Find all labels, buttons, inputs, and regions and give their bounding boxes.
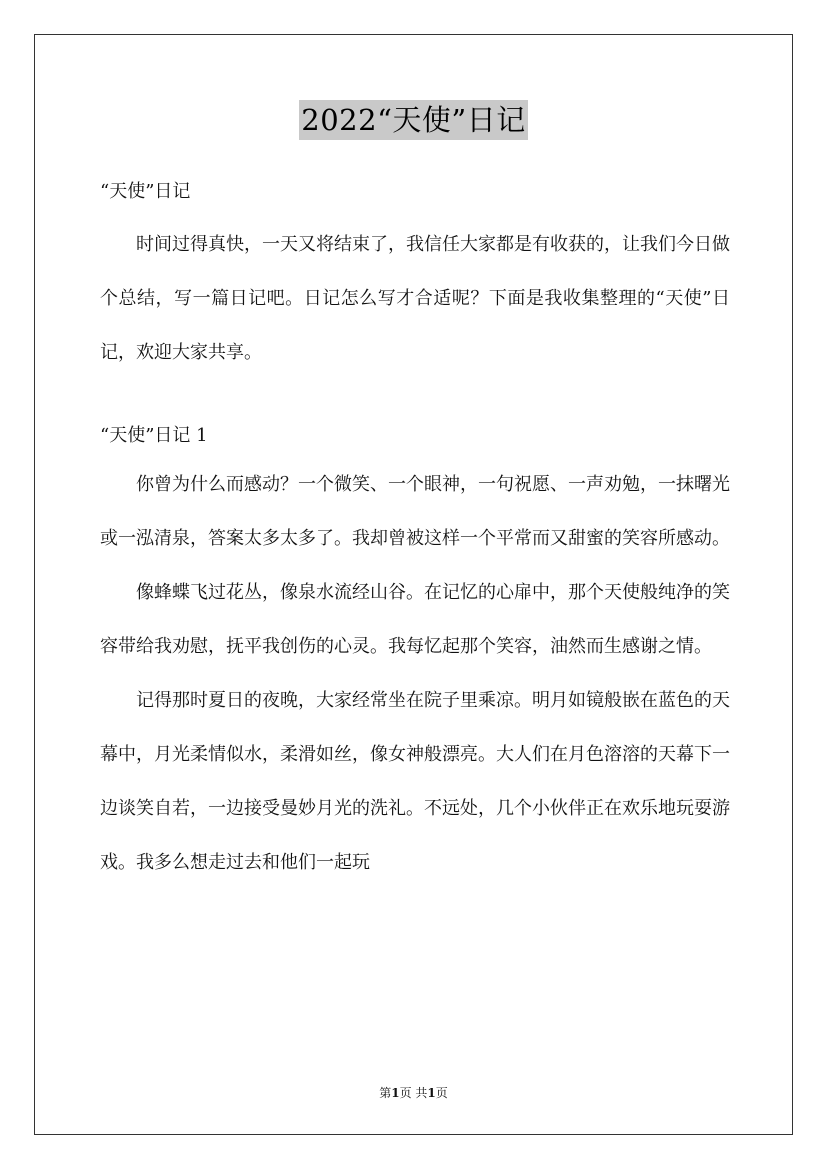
spacer — [100, 380, 730, 416]
page-footer — [0, 1084, 827, 1101]
title-container — [0, 100, 827, 140]
body-paragraph-2: 像蜂蝶飞过花丛，像泉水流经山谷。在记忆的心扉中，那个天使般纯净的笑容带给我劝慰，抚平我创伤的心灵。我每忆起那个笑容，油然而生感谢之情。 — [100, 582, 730, 657]
footer-prefix: 第 — [379, 1086, 392, 1100]
footer-page-current: 1 — [391, 1086, 400, 1100]
body-paragraph-1: 你曾为什么而感动？一个微笑、一个眼神，一句祝愿、一声劝勉，一抹曙光或一泓清泉，答案太多太多了。我却曾被这样一个平常而又甜蜜的笑容所感动。 — [100, 474, 730, 549]
intro-paragraph: 时间过得真快，一天又将结束了，我信任大家都是有收获的，让我们今日做个总结，写一篇日记吧。日记怎么写才合适呢？下面是我收集整理的“天使”日记，欢迎大家共享。 — [100, 234, 730, 363]
body-paragraph-3: 记得那时夏日的夜晚，大家经常坐在院子里乘凉。明月如镜般嵌在蓝色的天幕中，月光柔情似水，柔滑如丝，像女神般漂亮。大人们在月色溶溶的天幕下一边谈笑自若，一边接受曼妙月光的洗礼。不远处，几个小伙伴正在欢乐地玩耍游戏。我多么想走过去和他们一起玩 — [100, 690, 730, 873]
document-body — [100, 172, 730, 890]
section-heading: “天使”日记 1 — [100, 425, 208, 446]
footer-page-total: 1 — [427, 1086, 436, 1100]
intro-heading: “天使”日记 — [100, 181, 191, 202]
footer-suffix: 页 — [435, 1086, 448, 1100]
footer-mid: 页 共 — [399, 1086, 428, 1100]
document-title: 2022“天使”日记 — [299, 100, 527, 140]
